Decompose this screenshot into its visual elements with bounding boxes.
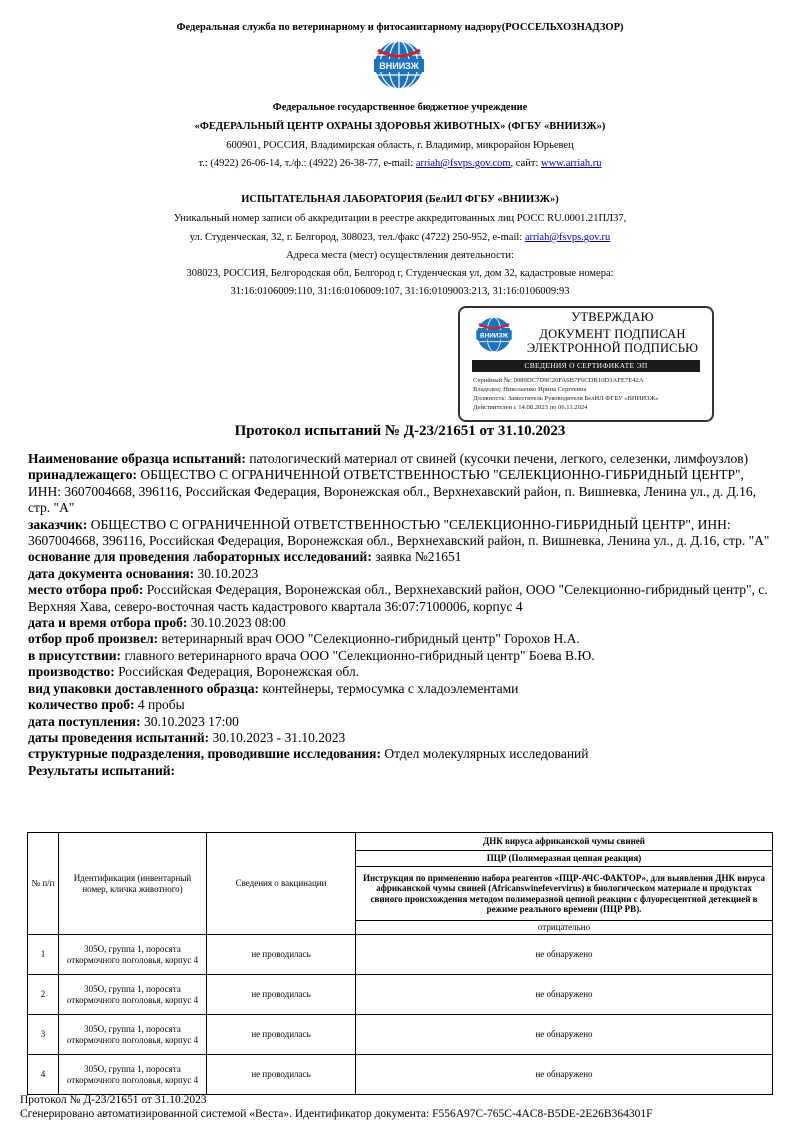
stamp-esign: ЭЛЕКТРОННОЙ ПОДПИСЬЮ <box>526 341 699 355</box>
lab-name: ИСПЫТАТЕЛЬНАЯ ЛАБОРАТОРИЯ (БелИЛ ФГБУ «ВНИИЗЖ») <box>241 194 559 205</box>
field-value: ветеринарный врач ООО "Селекционно-гибридный центр" Горохов Н.А. <box>158 631 580 647</box>
field-sampling-place <box>28 582 774 615</box>
lab-accreditation: Уникальный номер записи об аккредитации в реестре аккредитованных лиц РОСС RU.0001.21ПЛ37, <box>173 213 627 224</box>
field-value: ОБЩЕСТВО С ОГРАНИЧЕННОЙ ОТВЕТСТВЕННОСТЬЮ "СЕЛЕКЦИОННО-ГИБРИДНЫЙ ЦЕНТР", ИНН: 3607004668, 396116, Российская Федерация, Воронежская обл., Верхнехавский район, п. Вишневка, Ленина ул., д. Д.16, стр. "А" <box>28 516 770 549</box>
table-row <box>28 1055 773 1095</box>
instruction-header: Инструкция по применению набора реагентов «ПЦР-АЧС-ФАКТОР», для выявления ДНК вируса африканской чумы свиней (Africanswinefevervirus) в биологическом материале и продуктах свиного происхождения методом полимеразной цепной реакции с флуоресцентной детекцией в режиме реального времени (ПЦР РВ). <box>356 867 773 921</box>
row-num: 1 <box>28 935 59 975</box>
field-label: отбор проб произвел: <box>28 631 159 647</box>
org-contacts <box>0 158 800 169</box>
field-sampled-by <box>28 631 774 647</box>
field-label: место отбора проб: <box>28 582 144 598</box>
stamp-position: Должность: Заместитель Руководителя БелИЛ ФГБУ «ВНИИЗЖ» <box>473 395 659 402</box>
table-row <box>28 935 773 975</box>
col-vacc-header: Сведения о вакцинации <box>207 833 356 935</box>
org-type: Федеральное государственное бюджетное учреждение <box>272 102 528 113</box>
row-vacc: не проводилась <box>207 1015 356 1055</box>
row-num: 3 <box>28 1015 59 1055</box>
lab-address-text: ул. Студенческая, 32, г. Белгород, 308023, тел./факс (4722) 250-952, e-mail: <box>189 232 525 243</box>
field-label: дата документа основания: <box>28 565 195 581</box>
field-label: Наименование образца испытаний: <box>28 451 246 466</box>
row-id: 305О, группа 1, поросята откормочного поголовья, корпус 4 <box>59 935 207 975</box>
field-test-dates <box>28 730 774 746</box>
row-result: не обнаружено <box>356 1055 773 1095</box>
field-owner <box>28 467 774 516</box>
stamp-cert-bar: СВЕДЕНИЯ О СЕРТИФИКАТЕ ЭП <box>472 360 700 372</box>
lab-address <box>0 232 800 243</box>
field-sampling-datetime <box>28 615 774 631</box>
field-departments <box>28 746 774 762</box>
field-label: принадлежащего: <box>28 467 137 483</box>
field-results-heading <box>28 763 774 779</box>
row-num: 4 <box>28 1055 59 1095</box>
lab-email-link[interactable]: arriah@fsvps.gov.ru <box>524 232 611 243</box>
protocol-title: Протокол испытаний № Д-23/21651 от 31.10.2023 <box>234 423 566 439</box>
row-result: не обнаружено <box>356 975 773 1015</box>
field-value: главного ветеринарного врача ООО "Селекционно-гибридный центр" Боева В.Ю. <box>121 647 595 663</box>
field-label: Результаты испытаний: <box>28 762 176 778</box>
field-label: вид упаковки доставленного образца: <box>28 680 260 696</box>
org-email-link[interactable]: arriah@fsvps.gov.com <box>415 158 511 169</box>
field-value: 30.10.2023 - 31.10.2023 <box>209 729 346 745</box>
row-result: не обнаружено <box>356 1015 773 1055</box>
field-label: основание для проведения лабораторных исследований: <box>28 549 372 565</box>
field-value: контейнеры, термосумка с хладоэлементами <box>259 680 519 696</box>
lab-places-line2: 31:16:0106009:110, 31:16:0106009:107, 31:16:0109003:213, 31:16:0106009:93 <box>230 286 570 297</box>
field-value: 30.10.2023 <box>194 565 259 581</box>
footer-protocol-ref: Протокол № Д-23/21651 от 31.10.2023 <box>20 1094 207 1106</box>
stamp-signed: ДОКУМЕНТ ПОДПИСАН <box>539 327 686 341</box>
field-sample-count <box>28 697 774 713</box>
stamp-approve: УТВЕРЖДАЮ <box>571 310 654 324</box>
lab-places-line1: 308023, РОССИЯ, Белгородская обл, Белгород г, Студенческая ул, дом 32, кадастровые номера: <box>186 268 614 279</box>
col-num-header: № п/п <box>28 833 59 935</box>
field-label: в присутствии: <box>28 647 122 663</box>
field-sample-name <box>28 451 774 467</box>
results-table <box>27 832 773 1095</box>
row-id: 305О, группа 1, поросята откормочного поголовья, корпус 4 <box>59 1055 207 1095</box>
org-contacts-text: т.: (4922) 26-06-14, т./ф.: (4922) 26-38-77, e-mail: <box>198 158 416 169</box>
field-label: заказчик: <box>28 516 88 532</box>
stamp-owner: Владелец: Николаенко Ирина Сергеевна <box>473 386 587 393</box>
org-address: 600901, РОССИЯ, Владимирская область, г. Владимир, микрорайон Юрьевец <box>226 140 574 151</box>
field-value: Российская Федерация, Воронежская обл., Верхнехавский район, ООО "Селекционно-гибридный центр", с. Верхняя Хава, северо-восточная часть кадастрового квартала 36:07:7100006, корпус 4 <box>28 582 768 614</box>
field-basis-date <box>28 566 774 582</box>
vniizzh-logo <box>368 38 430 96</box>
signature-stamp <box>458 306 714 422</box>
field-value: Российская Федерация, Воронежская обл. <box>114 664 360 680</box>
field-label: количество проб: <box>28 697 135 713</box>
row-id: 305О, группа 1, поросята откормочного поголовья, корпус 4 <box>59 975 207 1015</box>
stamp-valid: Действителен с 14.08.2023 по 06.11.2024 <box>473 404 588 411</box>
table-header-row <box>28 833 773 851</box>
field-label: производство: <box>28 664 115 680</box>
protocol-fields <box>28 451 774 779</box>
method-header: ПЦР (Полимеразная цепная реакция) <box>356 851 773 867</box>
field-customer <box>28 517 774 550</box>
field-basis <box>28 549 774 565</box>
row-id: 305О, группа 1, поросята откормочного поголовья, корпус 4 <box>59 1015 207 1055</box>
org-site-sep: , сайт: <box>510 158 541 169</box>
row-num: 2 <box>28 975 59 1015</box>
norm-header: отрицательно <box>356 921 773 935</box>
row-vacc: не проводилась <box>207 935 356 975</box>
row-vacc: не проводилась <box>207 975 356 1015</box>
table-row <box>28 1015 773 1055</box>
stamp-serial: Серийный №: 0089DC7D9C26FA6B7F6CDB10D3AFE7E42A <box>473 377 644 384</box>
svg-text:ВНИИЗЖ: ВНИИЗЖ <box>379 61 419 71</box>
field-production <box>28 664 774 680</box>
field-value: заявка №21651 <box>371 549 462 565</box>
field-label: даты проведения испытаний: <box>28 729 210 745</box>
table-row <box>28 975 773 1015</box>
org-site-link[interactable]: www.arriah.ru <box>541 158 602 169</box>
agency-name: Федеральная служба по ветеринарному и фитосанитарному надзору(РОССЕЛЬХОЗНАДЗОР) <box>176 22 624 33</box>
footer-generated-by: Сгенерировано автоматизированной системой «Веста». Идентификатор документа: F556A97C-765C-4AC8-B5DE-2E26B364301F <box>20 1108 653 1120</box>
field-value: ОБЩЕСТВО С ОГРАНИЧЕННОЙ ОТВЕТСТВЕННОСТЬЮ "СЕЛЕКЦИОННО-ГИБРИДНЫЙ ЦЕНТР", ИНН: 3607004668, 396116, Российская Федерация, Воронежская обл., Верхнехавский район, п. Вишневка, Ленина ул., д. Д.16, стр. "А" <box>28 467 757 516</box>
org-name: «ФЕДЕРАЛЬНЫЙ ЦЕНТР ОХРАНЫ ЗДОРОВЬЯ ЖИВОТНЫХ» (ФГБУ «ВНИИЗЖ») <box>194 121 606 132</box>
field-value: 4 пробы <box>134 697 185 713</box>
field-label: дата поступления: <box>28 713 141 729</box>
field-value: 30.10.2023 17:00 <box>140 713 239 729</box>
field-value: 30.10.2023 08:00 <box>187 615 286 631</box>
lab-places-heading: Адреса места (мест) осуществления деятельности: <box>286 250 514 261</box>
row-vacc: не проводилась <box>207 1055 356 1095</box>
stamp-logo <box>472 314 516 358</box>
col-id-header: Идентификация (инвентарный номер, кличка животного) <box>59 833 207 935</box>
test-name-header: ДНК вируса африканской чумы свиней <box>356 833 773 851</box>
field-label: дата и время отбора проб: <box>28 615 188 631</box>
field-value: патологический материал от свиней (кусочки печени, легкого, селезенки, лимфоузлов) <box>245 451 749 466</box>
field-label: структурные подразделения, проводившие исследования: <box>28 746 381 762</box>
row-result: не обнаружено <box>356 935 773 975</box>
svg-text:ВНИИЗЖ: ВНИИЗЖ <box>480 332 508 340</box>
field-presence <box>28 648 774 664</box>
field-packaging <box>28 681 774 697</box>
field-receipt-date <box>28 714 774 730</box>
field-value: Отдел молекулярных исследований <box>380 746 589 762</box>
